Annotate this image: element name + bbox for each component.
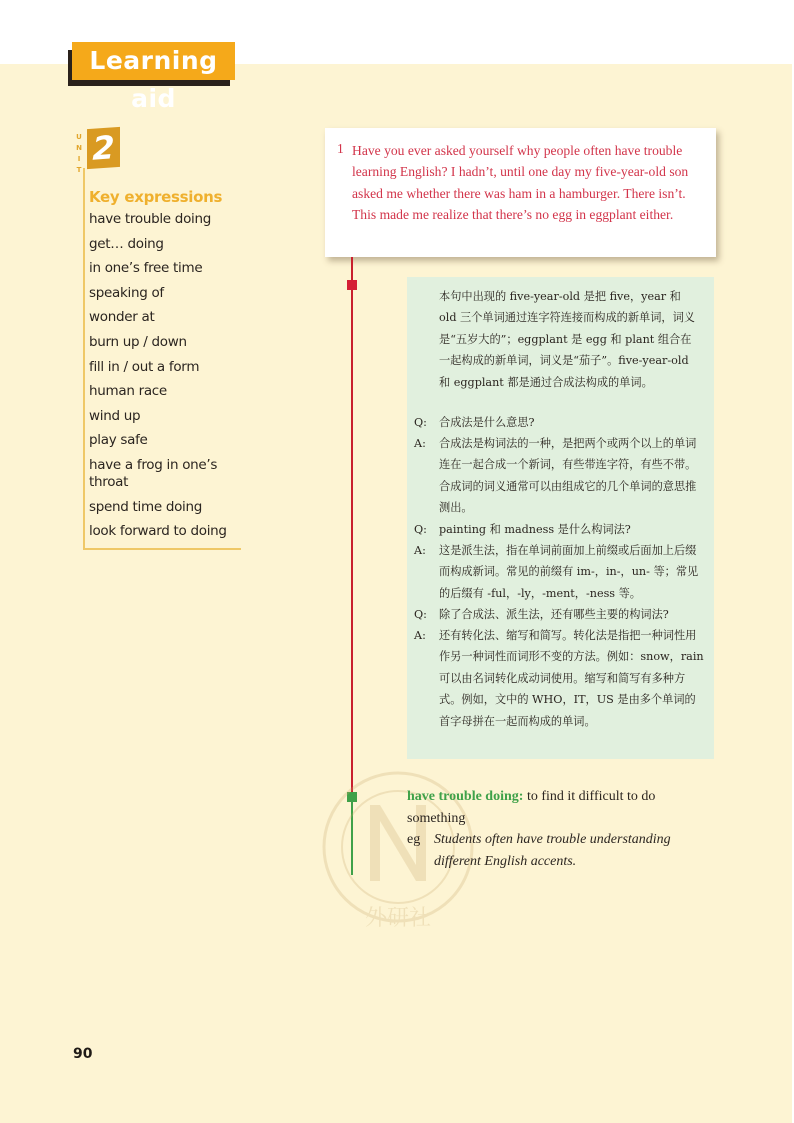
qa-item: [414, 540, 704, 604]
qa-text: 除了合成法、派生法，还有哪些主要的构词法?: [439, 608, 669, 621]
qa-item: [414, 433, 704, 519]
definition-line: [407, 786, 707, 829]
unit-label: U N I T: [76, 133, 82, 174]
key-expression: spend time doing: [89, 498, 203, 515]
key-expression: play safe: [89, 432, 148, 449]
key-expression: wind up: [89, 407, 141, 424]
key-expression: speaking of: [89, 284, 164, 301]
key-expression: have trouble doing: [89, 211, 211, 227]
qa-item: [414, 625, 704, 732]
note-intro: 本句中出现的 five-year-old 是把 five，year 和 old 三个单词通过连字符连接而构成的新单词，词义是“五岁大的”；eggplant 是 egg 和 plant 组合在一起构成的新单词，词义是“茄子”。five-year-old 和 eggplant 都是通过合成法构成的单词。: [439, 290, 695, 389]
note-marker-red: [347, 280, 357, 290]
qa-tag: Q:: [414, 523, 427, 536]
qa-tag: A:: [414, 544, 426, 557]
definition-term: have trouble doing:: [407, 789, 524, 804]
qa-item: [414, 519, 704, 540]
key-expression: human race: [89, 383, 167, 400]
qa-text: painting 和 madness 是什么构词法?: [439, 523, 631, 536]
qa-text: 合成法是什么意思?: [439, 416, 535, 429]
quote-number: 1: [337, 141, 344, 156]
definition-meaning: to find it difficult to do something: [407, 789, 656, 826]
key-expressions-list: [89, 188, 249, 548]
qa-item: [414, 604, 704, 625]
sidebar-bottom-rule: [83, 548, 241, 550]
key-expressions-title: Key expressions: [89, 188, 223, 206]
unit-number: 2: [87, 127, 120, 169]
qa-tag: A:: [414, 437, 426, 450]
key-expression: wonder at: [89, 309, 155, 326]
key-expression: fill in / out a form: [89, 358, 200, 375]
qa-tag: Q:: [414, 608, 427, 621]
quote-text: Have you ever asked yourself why people often have trouble learning English? I hadn’t, until one day my five-year-old son asked me whether there was ham in a hamburger. There isn’t. This made me realize that there’s no egg in eggplant either.: [352, 143, 689, 223]
qa-text: 合成法是构词法的一种，是把两个或两个以上的单词连在一起合成一个新词，有些带连字符，有些不带。合成词的词义通常可以由组成它的几个单词的意思推测出。: [439, 437, 697, 515]
key-expression: burn up / down: [89, 333, 187, 350]
qa-text: 这是派生法，指在单词前面加上前缀或后面加上后缀而构成新词。常见的前缀有 im-，in-，un- 等；常见的后缀有 -ful，-ly，-ment，-ness 等。: [439, 544, 699, 600]
example-label: eg: [407, 832, 421, 848]
key-expression: get… doing: [89, 235, 164, 252]
annotation-line-red: [351, 257, 353, 792]
qa-text: 还有转化法、缩写和简写。转化法是指把一种词性用作另一种词性而词形不变的方法。例如：snow，rain 可以由名词转化成动词使用。缩写和简写有多种方式。例如，文中的 WHO，IT，US 是由多个单词的首字母拼在一起而构成的单词。: [439, 629, 704, 728]
sidebar-rule: [83, 168, 85, 550]
quote-box: [325, 128, 716, 257]
example-sentence: Students often have trouble understanding different English accents.: [434, 832, 671, 869]
page-number: 90: [73, 1046, 93, 1062]
svg-text:外研社: 外研社: [364, 906, 432, 931]
qa-tag: A:: [414, 629, 426, 642]
qa-tag: Q:: [414, 416, 427, 429]
key-expression: in one’s free time: [89, 260, 203, 277]
section-title: Learning aid: [72, 42, 235, 80]
example-row: [407, 829, 707, 872]
key-expression: have a frog in one’s throat: [89, 456, 218, 490]
qa-item: [414, 412, 704, 433]
key-expression: look forward to doing: [89, 523, 227, 540]
section-header: [68, 42, 230, 113]
definition-block: [407, 786, 707, 872]
